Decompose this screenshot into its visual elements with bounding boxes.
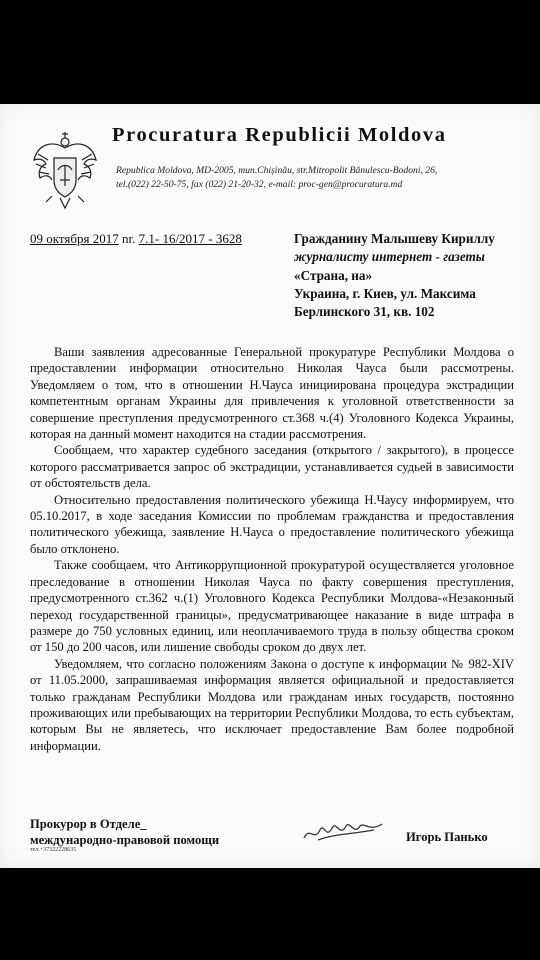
contact-line: tel.(022) 22-50-75, fax (022) 21-20-32, e-mail: proc-gen@procuratura.md bbox=[116, 179, 403, 190]
recipient-block bbox=[294, 230, 495, 321]
signatory-title-line2: международно-правовой помощи bbox=[30, 833, 220, 847]
organization-title: Procuratura Republicii Moldova bbox=[112, 124, 447, 146]
recipient-address-2: Берлинского 31, кв. 102 bbox=[294, 304, 435, 320]
letter-date: 09 октября 2017 bbox=[30, 231, 119, 246]
recipient-address-1: Украина, г. Киев, ул. Максима bbox=[294, 285, 476, 301]
letter-number: 7.1- 16/2017 - 3628 bbox=[138, 231, 242, 246]
body-paragraph: Относительно предоставления политического убежища Н.Чаусу информируем, что 05.10.2017, в ходе заседания Комиссии по проблемам гражданства и предоставления политического убежища, заявление Н.Чауса о предоставление политического убежища было отклонено. bbox=[30, 492, 514, 556]
signatory-title bbox=[30, 816, 219, 848]
body-paragraph: Уведомляем, что согласно положениям Закона о доступе к информации № 982-XIV от 11.05.2000, запрашиваемая информация является официальной и предоставляется только гражданам Республики Молдова или гражданам иных государств, постоянно проживающих или пребывающих на территории Республики Молдова, то есть субъектам, которым Вы не являетесь, что исключает предоставление Вам более подробной информации. bbox=[30, 656, 514, 753]
body-paragraph: Сообщаем, что характер судебного заседания (открытого / закрытого), в процессе которого рассматривается запрос об экстрадиции, устанавливается судьей в зависимости от обстоятельств дела. bbox=[30, 443, 514, 491]
recipient-publication: «Страна, на» bbox=[294, 267, 373, 283]
phone-number: тел.+37322228635 bbox=[30, 847, 77, 853]
letter-body bbox=[30, 344, 514, 754]
nr-label: nr. bbox=[118, 231, 139, 246]
signatory-name: Игорь Панько bbox=[406, 830, 488, 844]
body-paragraph: Также сообщаем, что Антикоррупционной прокуратурой осуществляется уголовное преследование в отношении Николая Чауса по факту совершения преступления, предусмотренного ст.362 ч.(1) Уголовного Кодекса Республики Молдова-«Незаконный переход государственной границы», предусматривающее наказание в виде штрафа в размере до 750 условных единиц, или неоплачиваемого труда в пользу общества сроком от 150 до 200 часов, или лишение свободы сроком до двух лет. bbox=[30, 558, 514, 655]
reference-line bbox=[30, 231, 242, 247]
signatory-title-line1: Прокурор в Отделе_ bbox=[30, 817, 147, 831]
letter-page bbox=[0, 104, 540, 868]
recipient-role: журналисту интернет - газеты bbox=[294, 249, 485, 265]
recipient-name: Гражданину Малышеву Кириллу bbox=[294, 231, 495, 246]
handwritten-signature-icon bbox=[300, 816, 386, 846]
coat-of-arms-icon bbox=[30, 130, 100, 210]
body-paragraph: Ваши заявления адресованные Генеральной прокуратуре Республики Молдова о предоставлении информации относительно Николая Чауса были рассмотрены. Уведомляем о том, что в отношении Н.Чауса инициирована процедура экстрадиции компетентным органам Украины для привлечения к уголовной ответственности за совершение преступления предусмотренного ст.368 ч.(4) Уголовного Кодекса Украины, которая на данный момент находится на стадии рассмотрения. bbox=[30, 345, 514, 442]
address-line: Republica Moldova, MD-2005, mun.Chișinău, str.Mitropolit Bănulescu-Bodoni, 26, bbox=[116, 165, 438, 176]
